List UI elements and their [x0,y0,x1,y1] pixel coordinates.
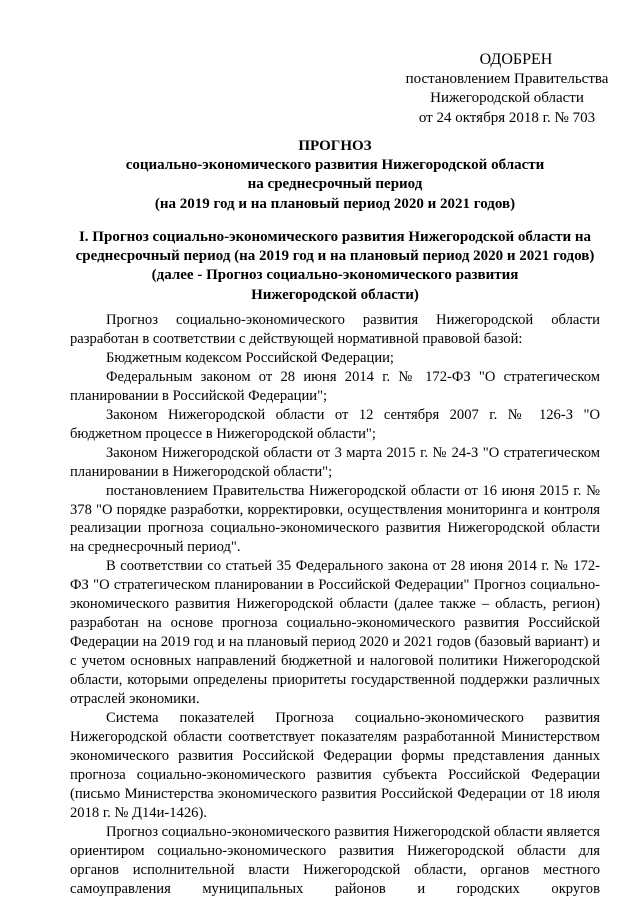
paragraph: Система показателей Прогноза социально-экономического развития Нижегородской области соответствует показателям разработанной Министерством экономического развития Российской Федерации формы представления данных прогноза социально-экономического развития субъекта Российской Федерации (письмо Министерства экономического развития Российской Федерации от 18 июля 2018 г. № Д14и-1426). [70,710,600,821]
section-heading-line: (далее - Прогноз социально-экономического развития [151,267,519,284]
approval-title: ОДОБРЕН [479,51,553,68]
paragraph: Прогноз социально-экономического развития Нижегородской области разработан в соответствии с действующей нормативной правовой базой: [70,312,600,347]
paragraph: Законом Нижегородской области от 12 сентября 2007 г. № 126-З "О бюджетном процессе в Нижегородской области"; [70,406,600,442]
section-heading [60,228,610,305]
approval-line: Нижегородской области [430,90,584,106]
section-heading-line: среднесрочный период (на 2019 год и на плановый период 2020 и 2021 годов) [75,248,595,265]
title-line: ПРОГНОЗ [298,138,372,154]
approval-line: от 24 октября 2018 г. № 703 [418,109,596,126]
title-line: социально-экономического развития Нижегородской области [125,157,545,174]
approval-line: постановлением Правительства [405,70,609,87]
title-line: на среднесрочный период [247,176,423,193]
paragraph: Федеральным законом от 28 июня 2014 г. № 172-ФЗ "О стратегическом планировании в Российской Федерации"; [70,368,600,404]
body-text [70,311,600,899]
section-heading-line: Нижегородской области) [251,286,419,303]
document-title [60,137,610,214]
paragraph: Прогноз социально-экономического развития Нижегородской области является ориентиром социально-экономического развития Нижегородской области для органов исполнительной власти Нижегородской области, органов местного самоуправления муниципальных районов и городских округов [70,823,600,897]
section-heading-line: I. Прогноз социально-экономического развития Нижегородской области на [78,229,592,245]
approval-stamp [392,50,622,128]
paragraph: постановлением Правительства Нижегородской области от 16 июня 2015 г. № 378 "О порядке разработки, корректировки, осуществления мониторинга и контроля реализации прогноза социально-экономического развития Нижегородской области на среднесрочный период". [70,482,600,556]
paragraph: В соответствии со статьей 35 Федерального закона от 28 июня 2014 г. № 172-ФЗ "О стратегическом планировании в Российской Федерации" Прогноз социально-экономического развития Нижегородской области (далее также – область, регион) разработан на основе прогноза социально-экономического развития Российской Федерации на 2019 год и на плановый период 2020 и 2021 годов (базовый вариант) и с учетом основных направлений бюджетной и налоговой политики Нижегородской области, которыми определены приоритеты государственной поддержки различных отраслей экономики. [70,558,600,708]
title-line: (на 2019 год и на плановый период 2020 и 2021 годов) [154,195,516,212]
paragraph: Законом Нижегородской области от 3 марта 2015 г. № 24-З "О стратегическом планировании в Нижегородской области"; [70,444,600,480]
paragraph: Бюджетным кодексом Российской Федерации; [106,349,394,366]
